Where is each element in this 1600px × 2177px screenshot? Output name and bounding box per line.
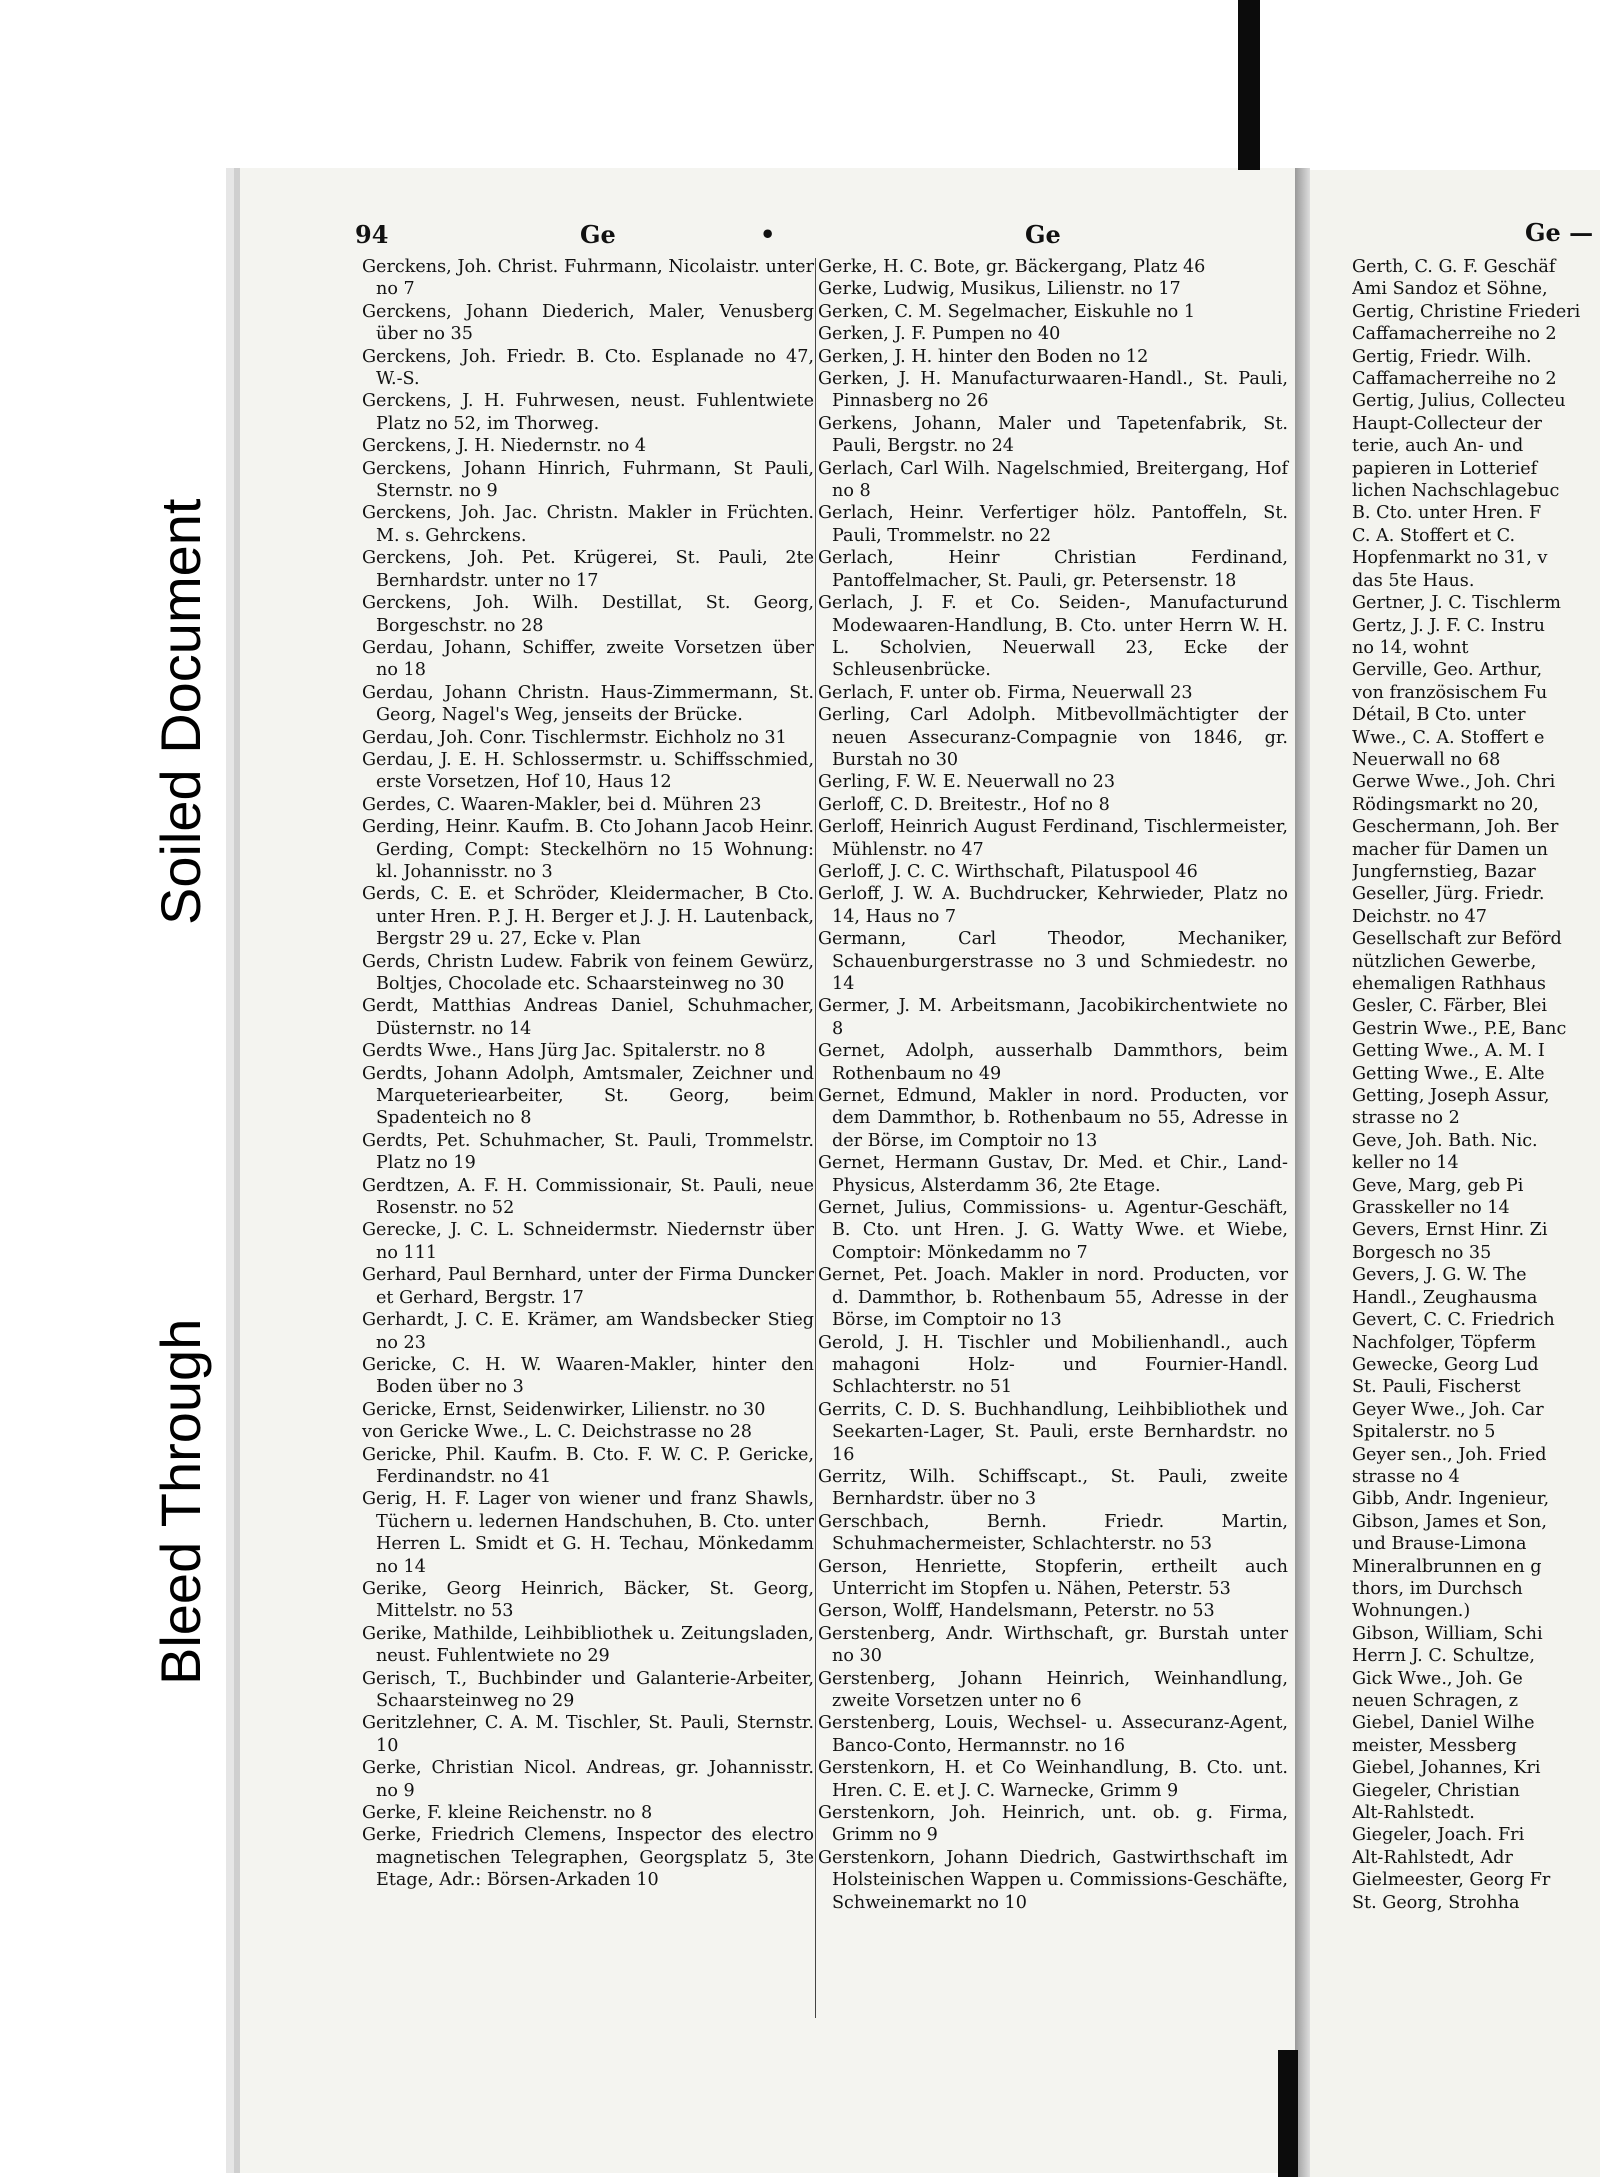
directory-entry: neuen Schragen, z — [1352, 1691, 1519, 1711]
page-number: 94 — [355, 220, 389, 249]
directory-entry: Gerckens, Johann Hinrich, Fuhrmann, St Pauli, Sternstr. no 9 — [362, 458, 814, 502]
directory-entry: Handl., Zeughausma — [1352, 1287, 1538, 1308]
directory-entry: B. Cto. unter Hren. F — [1352, 503, 1542, 524]
directory-entry: Gerckens, Joh. Wilh. Destillat, St. Georg, Borgeschstr. no 28 — [362, 593, 814, 636]
left-column — [362, 256, 814, 1892]
directory-entry: Gielmeester, Georg Fr — [1352, 1870, 1551, 1891]
directory-entry: Gerckens, J. H. Fuhrwesen, neust. Fuhlentwiete Platz no 52, im Thorweg. — [362, 391, 814, 434]
directory-entry: Getting, Joseph Assur, — [1352, 1086, 1550, 1107]
directory-entry: Gerstenkorn, H. et Co Weinhandlung, B. Cto. unt. Hren. C. E. et J. C. Warnecke, Grimm 9 — [818, 1758, 1288, 1801]
directory-entry: strasse no 2 — [1352, 1108, 1460, 1129]
directory-entry: Gevers, Ernst Hinr. Zi — [1352, 1220, 1548, 1241]
directory-entry: Gerke, H. C. Bote, gr. Bäckergang, Platz 46 — [818, 257, 1206, 277]
directory-entry: Gerdau, J. E. H. Schlossermstr. u. Schiffsschmied, erste Vorsetzen, Hof 10, Haus 12 — [362, 749, 814, 793]
directory-entry: Gerhardt, J. C. E. Krämer, am Wandsbecker Stieg no 23 — [362, 1310, 814, 1353]
directory-entry: Gerling, Carl Adolph. Mitbevollmächtigter der neuen Assecuranz-Compagnie von 1846, gr. Burstah no 30 — [818, 705, 1288, 770]
directory-entry: Geschermann, Joh. Ber — [1352, 817, 1559, 838]
directory-entry: Gericke, C. H. W. Waaren-Makler, hinter den Boden über no 3 — [362, 1354, 814, 1398]
directory-entry: Gewecke, Georg Lud — [1352, 1354, 1539, 1375]
top-marker-tab — [1238, 0, 1260, 170]
directory-entry: Gernet, Adolph, ausserhalb Dammthors, beim Rothenbaum no 49 — [818, 1041, 1288, 1084]
directory-entry: Spitalerstr. no 5 — [1352, 1422, 1496, 1443]
directory-entry: Gerke, F. kleine Reichenstr. no 8 — [362, 1803, 653, 1824]
directory-entry: Gerritz, Wilh. Schiffscapt., St. Pauli, zweite Bernhardstr. über no 3 — [818, 1466, 1288, 1510]
directory-entry: Gesellschaft zur Beförd — [1352, 929, 1562, 950]
directory-entry: Gerckens, Joh. Pet. Krügerei, St. Pauli, 2te Bernhardstr. unter no 17 — [362, 548, 814, 591]
directory-entry: lichen Nachschlagebuc — [1352, 481, 1560, 502]
directory-entry: Geve, Joh. Bath. Nic. — [1352, 1130, 1538, 1151]
directory-entry: Gerken, C. M. Segelmacher, Eiskuhle no 1 — [818, 301, 1196, 322]
directory-entry: Getting Wwe., E. Alte — [1352, 1063, 1545, 1084]
directory-entry: Jungfernstieg, Bazar — [1352, 861, 1536, 882]
page-header — [250, 220, 1290, 254]
directory-entry: Gerckens, J. H. Niedernstr. no 4 — [362, 436, 647, 457]
header-separator: • — [760, 220, 776, 249]
directory-entry: Gerckens, Joh. Christ. Fuhrmann, Nicolaistr. unter no 7 — [362, 257, 814, 300]
directory-entry: Gerstenberg, Louis, Wechsel- u. Assecuranz-Agent, Banco-Conto, Hermannstr. no 16 — [818, 1713, 1288, 1756]
directory-entry: Gertig, Friedr. Wilh. — [1352, 346, 1532, 367]
bleed-through-label: Bleed Through — [149, 1318, 212, 1685]
directory-entry: Gerike, Georg Heinrich, Bäcker, St. Georg, Mittelstr. no 53 — [362, 1578, 814, 1622]
directory-entry: Gerstenberg, Johann Heinrich, Weinhandlung, zweite Vorsetzen unter no 6 — [818, 1668, 1288, 1711]
directory-entry: strasse no 4 — [1352, 1466, 1460, 1487]
directory-entry: Haupt-Collecteur der — [1352, 413, 1542, 434]
directory-entry: Wwe., C. A. Stoffert e — [1352, 727, 1545, 748]
directory-entry: Gerth, C. G. F. Geschäf — [1352, 257, 1556, 277]
directory-entry: Gernet, Pet. Joach. Makler in nord. Producten, vor d. Dammthor, b. Rothenbaum 55, Adresse in der Börse, im Comptoir no 13 — [818, 1265, 1288, 1331]
directory-entry: Gerold, J. H. Tischler und Mobilienhandl., auch mahagoni Holz- und Fournier-Handl. Schlachterstr. no 51 — [818, 1332, 1288, 1398]
directory-entry: Hopfenmarkt no 31, v — [1352, 548, 1548, 569]
directory-entry: Gerke, Christian Nicol. Andreas, gr. Johannisstr. no 9 — [362, 1758, 814, 1801]
next-page-column — [1352, 256, 1600, 1914]
directory-entry: Gerdau, Johann, Schiffer, zweite Vorsetzen über no 18 — [362, 637, 814, 681]
directory-entry: Gerdau, Johann Christn. Haus-Zimmermann, St. Georg, Nagel's Weg, jenseits der Brücke. — [362, 682, 814, 726]
right-column-heading: Ge — [1025, 220, 1061, 249]
directory-entry: Gerson, Wolff, Handelsmann, Peterstr. no 53 — [818, 1601, 1215, 1622]
directory-entry: Geseller, Jürg. Friedr. — [1352, 884, 1545, 905]
directory-entry: Herrn J. C. Schultze, — [1352, 1646, 1535, 1667]
directory-entry: Gerloff, J. W. A. Buchdrucker, Kehrwieder, Platz no 14, Haus no 7 — [818, 884, 1288, 927]
directory-entry: Caffamacherreihe no 2 — [1352, 369, 1557, 390]
directory-entry: Gevers, J. G. W. The — [1352, 1265, 1527, 1286]
directory-entry: meister, Messberg — [1352, 1735, 1517, 1756]
directory-entry: Germer, J. M. Arbeitsmann, Jacobikirchentwiete no 8 — [818, 996, 1288, 1039]
directory-entry: Gerschbach, Bernh. Friedr. Martin, Schuhmachermeister, Schlachterstr. no 53 — [818, 1511, 1288, 1555]
directory-entry: Caffamacherreihe no 2 — [1352, 324, 1557, 345]
directory-entry: von französischem Fu — [1352, 682, 1548, 703]
directory-entry: St. Georg, Strohha — [1352, 1892, 1520, 1913]
directory-entry: Giegeler, Joach. Fri — [1352, 1825, 1525, 1846]
directory-entry: Gerloff, C. D. Breitestr., Hof no 8 — [818, 794, 1110, 815]
directory-entry: Gerhard, Paul Bernhard, unter der Firma Duncker et Gerhard, Bergstr. 17 — [362, 1265, 814, 1308]
directory-entry: Rödingsmarkt no 20, — [1352, 794, 1539, 815]
directory-entry: Gericke, Phil. Kaufm. B. Cto. F. W. C. P. Gericke, Ferdinandstr. no 41 — [362, 1444, 814, 1487]
directory-entry: von Gericke Wwe., L. C. Deichstrasse no 28 — [362, 1422, 752, 1443]
directory-entry: Gerckens, Joh. Jac. Christn. Makler in Früchten. M. s. Gehrckens. — [362, 503, 814, 546]
directory-entry: Gesler, C. Färber, Blei — [1352, 996, 1548, 1017]
directory-entry: Gerlach, Carl Wilh. Nagelschmied, Breitergang, Hof no 8 — [818, 458, 1288, 502]
directory-entry: Gertner, J. C. Tischlerm — [1352, 593, 1561, 614]
directory-entry: Gerecke, J. C. L. Schneidermstr. Niedernstr über no 111 — [362, 1220, 814, 1263]
directory-entry: Gerville, Geo. Arthur, — [1352, 660, 1543, 681]
directory-entry: Alt-Rahlstedt, Adr — [1352, 1847, 1513, 1868]
directory-entry: Gernet, Hermann Gustav, Dr. Med. et Chir., Land-Physicus, Alsterdamm 36, 2te Etage. — [818, 1153, 1288, 1196]
directory-entry: terie, auch An- und — [1352, 436, 1524, 457]
directory-entry: das 5te Haus. — [1352, 570, 1475, 591]
left-column-heading: Ge — [580, 220, 616, 249]
directory-entry: Gerstenberg, Andr. Wirthschaft, gr. Burstah unter no 30 — [818, 1623, 1288, 1667]
directory-entry: Gerdts, Johann Adolph, Amtsmaler, Zeichner und Marqueteriearbeiter, St. Georg, beim Spadenteich no 8 — [362, 1063, 814, 1129]
directory-entry: Gerlach, Heinr. Verfertiger hölz. Pantoffeln, St. Pauli, Trommelstr. no 22 — [818, 503, 1288, 546]
directory-entry: Gerstenkorn, Joh. Heinrich, unt. ob. g. Firma, Grimm no 9 — [818, 1803, 1288, 1846]
directory-entry: Gibb, Andr. Ingenieur, — [1352, 1489, 1550, 1510]
directory-entry: Gerds, Christn Ludew. Fabrik von feinem Gewürz, Boltjes, Chocolade etc. Schaarsteinweg no 30 — [362, 951, 814, 994]
directory-entry: Gerstenkorn, Johann Diedrich, Gastwirthschaft im Holsteinischen Wappen u. Commissions-Geschäfte, Schweinemarkt no 10 — [818, 1847, 1289, 1913]
column-divider — [815, 258, 816, 2018]
bottom-marker-tab — [1278, 2050, 1298, 2177]
directory-entry: Gertig, Julius, Collecteu — [1352, 391, 1566, 412]
directory-entry: Gernet, Julius, Commissions- u. Agentur-Geschäft, B. Cto. unt Hren. J. G. Watty Wwe. et Wiebe, Comptoir: Mönkedamm no 7 — [818, 1198, 1288, 1263]
directory-entry: macher für Damen un — [1352, 839, 1548, 860]
directory-entry: no 14, wohnt — [1352, 637, 1469, 658]
directory-entry: Gerke, Ludwig, Musikus, Lilienstr. no 17 — [818, 279, 1181, 300]
directory-entry: Gerdts, Pet. Schuhmacher, St. Pauli, Trommelstr. Platz no 19 — [362, 1130, 814, 1174]
directory-entry: Gerrits, C. D. S. Buchhandlung, Leihbibliothek und Seekarten-Lager, St. Pauli, erste Bernhardstr. no 16 — [818, 1399, 1288, 1465]
right-column — [818, 256, 1288, 1914]
directory-entry: Gerisch, T., Buchbinder und Galanterie-Arbeiter, Schaarsteinweg no 29 — [362, 1668, 814, 1711]
directory-entry: Gerckens, Joh. Friedr. B. Cto. Esplanade no 47, W.-S. — [362, 346, 814, 390]
directory-entry: Gerloff, J. C. C. Wirthschaft, Pilatuspool 46 — [818, 861, 1198, 882]
directory-entry: Gerkens, Johann, Maler und Tapetenfabrik, St. Pauli, Bergstr. no 24 — [818, 413, 1288, 457]
directory-entry: Gerike, Mathilde, Leihbibliothek u. Zeitungsladen, neust. Fuhlentwiete no 29 — [362, 1623, 814, 1667]
directory-entry: Gerdtzen, A. F. H. Commissionair, St. Pauli, neue Rosenstr. no 52 — [362, 1175, 814, 1219]
directory-entry: Geyer Wwe., Joh. Car — [1352, 1399, 1544, 1420]
directory-entry: Gerke, Friedrich Clemens, Inspector des electro magnetischen Telegraphen, Georgsplatz 5, 3te Etage, Adr.: Börsen-Arkaden 10 — [362, 1825, 814, 1891]
directory-entry: Giegeler, Christian — [1352, 1780, 1520, 1801]
directory-entry: Getting Wwe., A. M. I — [1352, 1041, 1545, 1062]
directory-entry: Gericke, Ernst, Seidenwirker, Lilienstr. no 30 — [362, 1399, 766, 1420]
directory-entry: Ami Sandoz et Söhne, — [1352, 279, 1548, 300]
directory-entry: Gerckens, Johann Diederich, Maler, Venusberg über no 35 — [362, 301, 814, 345]
directory-entry: Gerken, J. H. hinter den Boden no 12 — [818, 346, 1149, 367]
directory-entry: thors, im Durchsch — [1352, 1578, 1523, 1599]
directory-entry: Geritzlehner, C. A. M. Tischler, St. Pauli, Sternstr. 10 — [362, 1713, 814, 1756]
directory-entry: Gerlach, F. unter ob. Firma, Neuerwall 23 — [818, 682, 1193, 703]
next-page-heading: Ge — — [1525, 218, 1594, 247]
directory-entry: Détail, B Cto. unter — [1352, 705, 1526, 726]
directory-entry: Gestrin Wwe., P.E, Banc — [1352, 1018, 1567, 1039]
directory-entry: Geyer sen., Joh. Fried — [1352, 1444, 1547, 1465]
directory-entry: Gerds, C. E. et Schröder, Kleidermacher, B Cto. unter Hren. P. J. H. Berger et J. J. H. Lautenback, Bergstr 29 u. 27, Ecke v. Plan — [362, 884, 814, 950]
directory-entry: Giebel, Daniel Wilhe — [1352, 1713, 1535, 1734]
directory-entry: Grasskeller no 14 — [1352, 1198, 1510, 1219]
directory-entry: Gerlach, J. F. et Co. Seiden-, Manufacturund Modewaaren-Handlung, B. Cto. unter Herrn W. H. L. Scholvien, Neuerwall 23, Ecke der Schleusenbrücke. — [818, 593, 1288, 681]
directory-entry: Gerig, H. F. Lager von wiener und franz Shawls, Tüchern u. ledernen Handschuhen, B. Cto. unter Herren L. Smidt et G. H. Techau, Mönkedamm no 14 — [362, 1489, 814, 1577]
directory-entry: Mineralbrunnen en g — [1352, 1556, 1542, 1577]
soiled-document-label: Soiled Document — [149, 498, 212, 925]
directory-entry: Giebel, Johannes, Kri — [1352, 1758, 1541, 1779]
directory-entry: Germann, Carl Theodor, Mechaniker, Schauenburgerstrasse no 3 und Schmiedestr. no 14 — [818, 929, 1288, 994]
directory-entry: Wohnungen.) — [1352, 1601, 1471, 1622]
directory-entry: Geve, Marg, geb Pi — [1352, 1175, 1524, 1196]
directory-entry: Nachfolger, Töpferm — [1352, 1332, 1537, 1353]
directory-entry: Gerling, F. W. E. Neuerwall no 23 — [818, 772, 1116, 793]
directory-entry: Gerdes, C. Waaren-Makler, bei d. Mühren 23 — [362, 794, 762, 815]
directory-entry: Gertig, Christine Friederi — [1352, 301, 1581, 322]
directory-entry: Gevert, C. C. Friedrich — [1352, 1310, 1555, 1331]
directory-entry: ehemaligen Rathhaus — [1352, 974, 1546, 994]
directory-entry: Gerken, J. F. Pumpen no 40 — [818, 324, 1061, 345]
directory-entry: und Brause-Limona — [1352, 1534, 1527, 1555]
directory-entry: Alt-Rahlstedt. — [1352, 1803, 1475, 1824]
directory-entry: Gerdts Wwe., Hans Jürg Jac. Spitalerstr. no 8 — [362, 1041, 766, 1062]
directory-entry: Gerlach, Heinr Christian Ferdinand, Pantoffelmacher, St. Pauli, gr. Petersenstr. 18 — [818, 548, 1288, 591]
directory-entry: Gerdau, Joh. Conr. Tischlermstr. Eichholz no 31 — [362, 727, 787, 748]
directory-entry: Gerding, Heinr. Kaufm. B. Cto Johann Jacob Heinr. Gerding, Compt: Steckelhörn no 15 Wohnung: kl. Johannisstr. no 3 — [362, 817, 814, 882]
directory-entry: keller no 14 — [1352, 1153, 1459, 1174]
directory-entry: Gernet, Edmund, Makler in nord. Producten, vor dem Dammthor, b. Rothenbaum no 55, Adresse in der Börse, im Comptoir no 13 — [818, 1086, 1288, 1151]
directory-entry: Gick Wwe., Joh. Ge — [1352, 1668, 1523, 1689]
directory-entry: C. A. Stoffert et C. — [1352, 525, 1516, 546]
directory-entry: Deichstr. no 47 — [1352, 906, 1487, 927]
directory-entry: papieren in Lotterief — [1352, 458, 1538, 479]
directory-entry: Gertz, J. J. F. C. Instru — [1352, 615, 1545, 636]
directory-entry: Gerken, J. H. Manufacturwaaren-Handl., St. Pauli, Pinnasberg no 26 — [818, 369, 1288, 412]
directory-entry: Gerdt, Matthias Andreas Daniel, Schuhmacher, Düsternstr. no 14 — [362, 996, 814, 1039]
directory-entry: St. Pauli, Fischerst — [1352, 1377, 1521, 1398]
directory-entry: nützlichen Gewerbe, — [1352, 951, 1537, 972]
directory-entry: Borgesch no 35 — [1352, 1242, 1492, 1263]
directory-entry: Gibson, James et Son, — [1352, 1511, 1547, 1532]
directory-entry: Gibson, William, Schi — [1352, 1623, 1543, 1644]
book-gutter — [1295, 168, 1310, 2177]
directory-entry: Gerson, Henriette, Stopferin, ertheilt auch Unterricht im Stopfen u. Nähen, Peterstr. 53 — [818, 1556, 1288, 1599]
directory-entry: Gerwe Wwe., Joh. Chri — [1352, 772, 1556, 793]
directory-entry: Gerloff, Heinrich August Ferdinand, Tischlermeister, Mühlenstr. no 47 — [818, 817, 1288, 860]
directory-entry: Neuerwall no 68 — [1352, 749, 1501, 770]
